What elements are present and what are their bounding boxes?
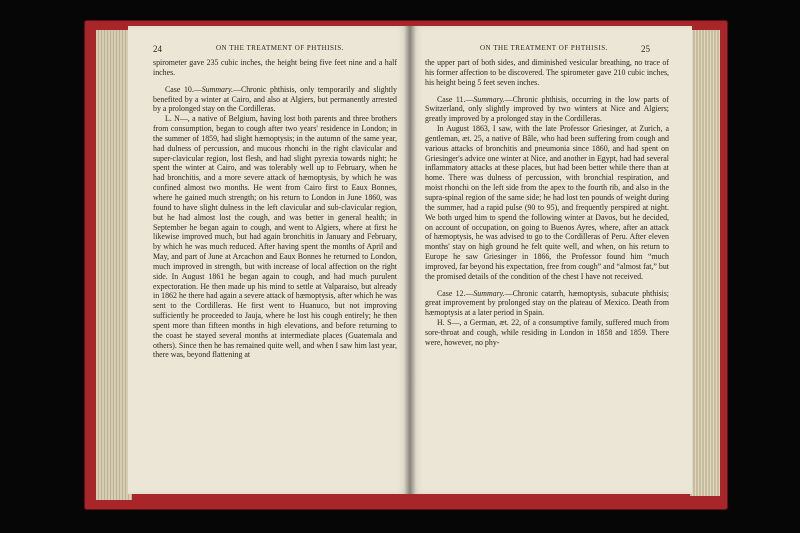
paragraph: the upper part of both sides, and diminished vesicular breathing, no trace of his former affection to be discovered. The spirometer gave 210 cubic inches, his height being 5 feet seven inches. — [425, 58, 669, 87]
left-page-body — [153, 58, 397, 360]
paragraph: In August 1863, I saw, with the late Professor Griesinger, at Zurich, a gentleman, æt. 25, a native of Bâle, who had been suffering from cough and various attacks of bronchitis and pneumonia since 1860, and had spent on Griesinger's advice one winter at Nice, and another in Egypt, had had several inflammatory attacks at these places, but had been better while there than at home. There was dulness of percussion, with bronchial respiration, and moist rhonchi on the left side from the apex to the fourth rib, and also in the supra-spinal region of the same side; he had lost ten pounds of weight during the summer, had a rapid pulse (90 to 95), and frequently perspired at night. We both urged him to spend the following winter at Davos, but he decided, on account of occupation, on going to Buenos Ayres, where, after an attack of hæmoptysis, he was advised to go to the Cordilleras of Peru. After eleven months' stay on high ground he felt quite well, and when, on his return to Europe he saw Griesinger in 1866, the Professor found him “much improved, far beyond his expectation, free from cough” and “almost fat,” but the promised details of the condition of the chest I have not received. — [425, 124, 669, 281]
right-page-body — [425, 58, 669, 348]
case-summary — [425, 289, 669, 319]
case-summary — [153, 85, 397, 115]
book-gutter — [404, 26, 416, 494]
running-head-left: ON THE TREATMENT OF PHTHISIS. — [216, 44, 344, 52]
page-number-left: 24 — [153, 44, 162, 54]
summary-text: —Chronic phthisis, occurring in the low parts of Switzerland, only slightly improved by two winters at Nice and Algiers; greatly improved by a prolonged stay in the Cordilleras. — [425, 94, 670, 124]
page-edges-left — [96, 30, 132, 500]
page-edges-right — [690, 30, 720, 496]
summary-text: —Chronic catarrh, hæmoptysis, subacute phthisis; great improvement by prolonged stay on the plateau of Mexico. Death from hæmoptysis at a later period in Spain. — [425, 288, 669, 318]
paragraph: H. S—, a German, æt. 22, of a consumptive family, suffered much from sore-throat and cough, while residing in London in 1858 and 1859. There were, however, no phy- — [425, 318, 669, 347]
summary-label: Summary. — [473, 94, 505, 104]
case-label: Case 12.— — [437, 288, 474, 298]
summary-label: Summary. — [201, 84, 234, 94]
summary-label: Summary. — [473, 288, 505, 298]
running-head-right: ON THE TREATMENT OF PHTHISIS. — [480, 44, 608, 52]
page-number-right: 25 — [641, 44, 650, 54]
case-summary — [425, 95, 669, 125]
case-label: Case 10.— — [165, 84, 202, 94]
case-label: Case 11.— — [437, 94, 474, 104]
paragraph: L. N—, a native of Belgium, having lost both parents and three brothers from consumption, began to cough after two years' residence in London; in the summer of 1859, had slight hæmoptysis; in the autumn of the same year, had dulness of percussion, and mucous rhonchi in the right clavicular and super-clavicular region, lost flesh, and had slight pyrexia towards night; he spent the winter at Cairo, and was tolerably well up to February, when he had bronchitis, and a more severe attack of hæmoptysis, by which he was confined almost two months. He went from Cairo first to Eaux Bonnes, where he gained much strength; on his return to London in June 1860, was found to have slight dulness in the left clavicular and sub-clavicular region, but he had almost lost the cough, and was better in general health; in September he began again to cough, and went to Algiers, where at first he likewise improved much, but had again bronchitis in January and February, by which he was much reduced. After having spent the months of April and May, and part of June at Arcachon and Eaux Bonnes he returned to London, much improved in strength, but with increase of local affection on the right side. In August 1861 he began again to cough, and had much purulent expectoration. He then made up his mind to settle at Valparaiso, but already in 1862 he there had again a severe attack of hæmoptysis, after which he was sent to the Cordilleras. He first went to Huanuco, but not improving sufficiently he proceeded to Jauja, where he lost his cough entirely; he then spent more than fifteen months in high elevations, and before returning to the coast he stayed several months at intermediate places (Guatemala and others). Since then he has remained quite well, and when I saw him last year, there was, beyond flattening at — [153, 114, 397, 360]
summary-text: —Chronic phthisis, only temporarily and slightly benefited by a winter at Cairo, and also at Algiers, but permanently arrested by a prolonged stay on the Cordilleras. — [153, 84, 397, 114]
paragraph: spirometer gave 235 cubic inches, the height being five feet nine and a half inches. — [153, 58, 397, 77]
